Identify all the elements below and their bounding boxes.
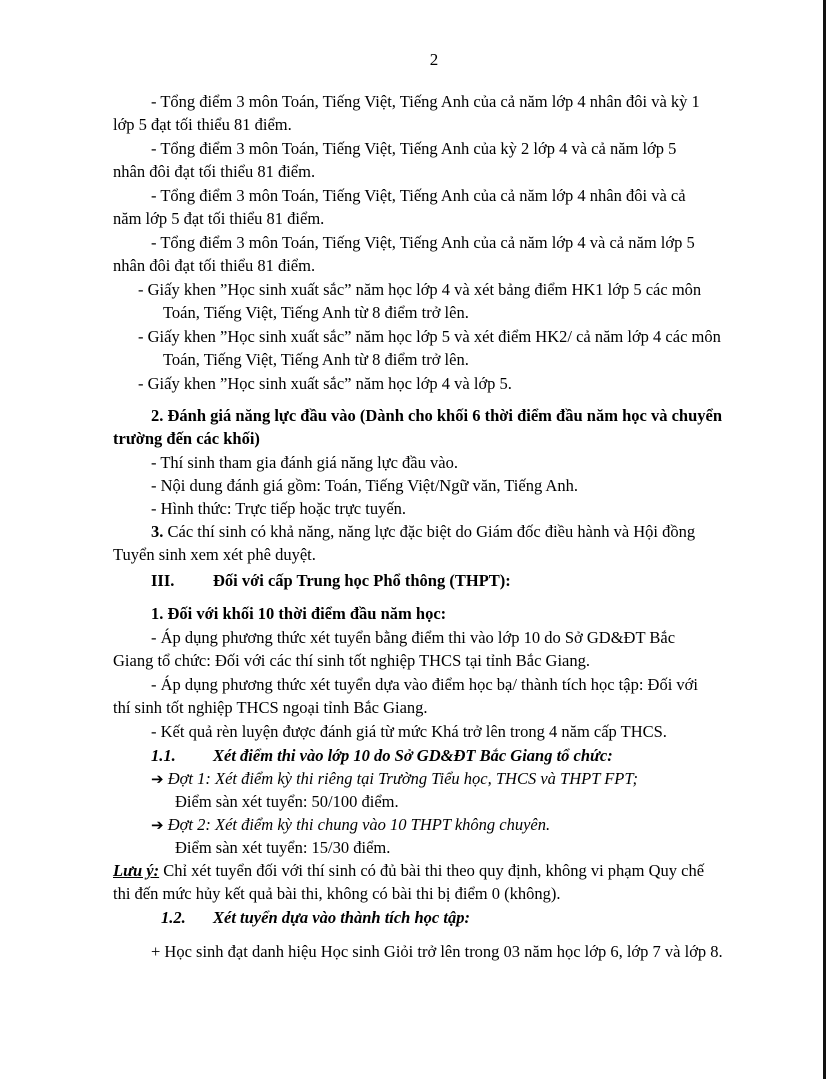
assessment-line-1: - Thí sinh tham gia đánh giá năng lực đầu vào. bbox=[151, 453, 458, 472]
criteria-line-1-cont: lớp 5 đạt tối thiểu 81 điểm. bbox=[113, 115, 292, 134]
right-arrow-icon: ➔ bbox=[151, 816, 164, 834]
award-line-3: - Giấy khen ”Học sinh xuất sắc” năm học lớp 4 và lớp 5. bbox=[138, 374, 512, 393]
note-line bbox=[113, 859, 704, 882]
criteria-line-2: - Tổng điểm 3 môn Toán, Tiếng Việt, Tiếng Anh của kỳ 2 lớp 4 và cả năm lớp 5 bbox=[151, 139, 677, 158]
section-3-line-cont: Tuyển sinh xem xét phê duyệt. bbox=[113, 545, 316, 564]
award-line-2: - Giấy khen ”Học sinh xuất sắc” năm học lớp 5 và xét điểm HK2/ cả năm lớp 4 các môn bbox=[138, 327, 721, 346]
section-2-heading: 2. Đánh giá năng lực đầu vào (Dành cho khối 6 thời điểm đầu năm học và chuyển bbox=[151, 406, 722, 425]
subsection-1-2-heading: Xét tuyển dựa vào thành tích học tập: bbox=[213, 908, 470, 927]
part-3-number: III. bbox=[151, 571, 175, 590]
round-2-line bbox=[151, 813, 550, 837]
round-2-cutoff: Điểm sàn xét tuyển: 15/30 điểm. bbox=[175, 838, 391, 857]
round-1-text: Đợt 1: Xét điểm kỳ thi riêng tại Trường Tiểu học, THCS và THPT FPT; bbox=[167, 769, 638, 788]
award-line-2-cont: Toán, Tiếng Việt, Tiếng Anh từ 8 điểm trở lên. bbox=[163, 350, 469, 369]
criteria-line-1: - Tổng điểm 3 môn Toán, Tiếng Việt, Tiếng Anh của cả năm lớp 4 nhân đôi và kỳ 1 bbox=[151, 92, 700, 111]
method-line-2: - Áp dụng phương thức xét tuyển dựa vào điểm học bạ/ thành tích học tập: Đối với bbox=[151, 675, 698, 694]
assessment-line-3: - Hình thức: Trực tiếp hoặc trực tuyến. bbox=[151, 499, 407, 518]
criteria-line-3-cont: năm lớp 5 đạt tối thiểu 81 điểm. bbox=[113, 209, 325, 228]
round-2-text: Đợt 2: Xét điểm kỳ thi chung vào 10 THPT không chuyên. bbox=[167, 815, 551, 834]
right-arrow-icon: ➔ bbox=[151, 770, 164, 788]
achievement-line: + Học sinh đạt danh hiệu Học sinh Giỏi trở lên trong 03 năm học lớp 6, lớp 7 và lớp 8. bbox=[151, 942, 723, 961]
award-line-1-cont: Toán, Tiếng Việt, Tiếng Anh từ 8 điểm trở lên. bbox=[163, 303, 469, 322]
assessment-line-2: - Nội dung đánh giá gồm: Toán, Tiếng Việt/Ngữ văn, Tiếng Anh. bbox=[151, 476, 578, 495]
method-line-1-cont: Giang tổ chức: Đối với các thí sinh tốt nghiệp THCS tại tỉnh Bắc Giang. bbox=[113, 651, 591, 670]
criteria-line-2-cont: nhân đôi đạt tối thiểu 81 điểm. bbox=[113, 162, 316, 181]
method-line-1: - Áp dụng phương thức xét tuyển bằng điểm thi vào lớp 10 do Sở GD&ĐT Bắc bbox=[151, 628, 676, 647]
round-1-cutoff: Điểm sàn xét tuyển: 50/100 điểm. bbox=[175, 792, 399, 811]
subsection-1-2-number: 1.2. bbox=[161, 908, 186, 927]
section-3-line bbox=[151, 520, 695, 543]
subsection-1-1-heading: Xét điểm thi vào lớp 10 do Sở GD&ĐT Bắc Giang tổ chức: bbox=[213, 746, 613, 765]
subsection-1-1-number: 1.1. bbox=[151, 746, 176, 765]
award-line-1: - Giấy khen ”Học sinh xuất sắc” năm học lớp 4 và xét bảng điểm HK1 lớp 5 các môn bbox=[138, 280, 702, 299]
section-3-text: Các thí sinh có khả năng, năng lực đặc biệt do Giám đốc điều hành và Hội đồng bbox=[167, 522, 696, 541]
criteria-line-4: - Tổng điểm 3 môn Toán, Tiếng Việt, Tiếng Anh của cả năm lớp 4 và cả năm lớp 5 bbox=[151, 233, 695, 252]
section-2-heading-cont: trường đến các khối) bbox=[113, 429, 260, 448]
grade-10-heading: 1. Đối với khối 10 thời điểm đầu năm học: bbox=[151, 604, 447, 623]
conduct-line: - Kết quả rèn luyện được đánh giá từ mức Khá trở lên trong 4 năm cấp THCS. bbox=[151, 722, 667, 741]
part-3-heading: Đối với cấp Trung học Phổ thông (THPT): bbox=[213, 571, 511, 590]
page-number: 2 bbox=[429, 50, 439, 69]
criteria-line-3: - Tổng điểm 3 môn Toán, Tiếng Việt, Tiếng Anh của cả năm lớp 4 nhân đôi và cả bbox=[151, 186, 686, 205]
criteria-line-4-cont: nhân đôi đạt tối thiểu 81 điểm. bbox=[113, 256, 316, 275]
note-line-cont: thi đến mức hủy kết quả bài thi, không có bài thi bị điểm 0 (không). bbox=[113, 884, 561, 903]
note-text: Chỉ xét tuyển đối với thí sinh có đủ bài thi theo quy định, không vi phạm Quy chế bbox=[163, 861, 705, 880]
section-3-number: 3. bbox=[151, 522, 164, 541]
note-label: Lưu ý: bbox=[113, 861, 160, 880]
method-line-2-cont: thí sinh tốt nghiệp THCS ngoại tỉnh Bắc Giang. bbox=[113, 698, 428, 717]
round-1-line bbox=[151, 767, 638, 791]
